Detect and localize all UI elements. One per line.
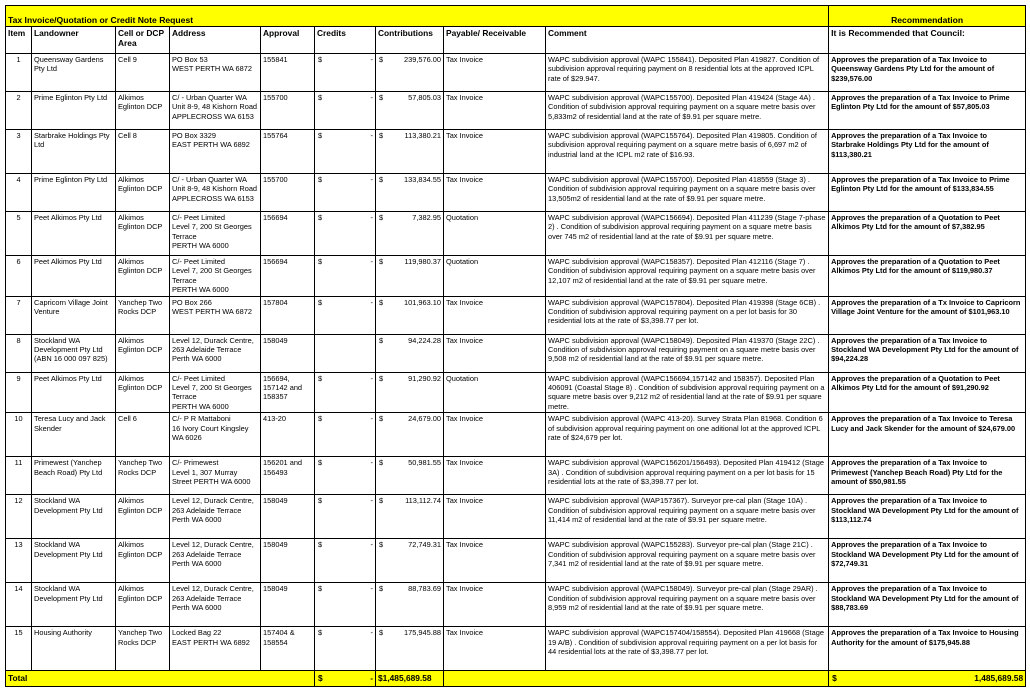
address: PO Box 53 WEST PERTH WA 6872 — [170, 54, 261, 92]
contributions-amount: 91,290.92 — [408, 373, 441, 383]
payable-type: Tax Invoice — [444, 130, 546, 174]
recommendation: Approves the preparation of a Quotation to Peet Alkimos Pty Ltd for the amount of $119,980.37 — [829, 256, 1026, 297]
credits-symbol: $ — [318, 628, 323, 638]
cell-area: Alkimos Eglinton DCP — [116, 583, 170, 627]
credits-amount: - — [370, 213, 373, 222]
contributions — [376, 413, 444, 457]
payable-type: Tax Invoice — [444, 174, 546, 212]
credits-symbol: $ — [318, 131, 323, 140]
comment: WAPC subdivision approval (WAPC158049). Deposited Plan 419370 (Stage 22C) . Condition of subdivision approval requiring payment on a square metre basis over 9,508 m2 of residential land at the rate of $9.91 per square metre. — [546, 334, 829, 372]
contributions-symbol: $ — [379, 335, 384, 345]
recommendation: Approves the preparation of a Tax Invoice to Stockland WA Development Pty Ltd for the amount of $72,749.31 — [829, 539, 1026, 583]
title-row — [6, 6, 1026, 27]
approval: 155700 — [261, 174, 315, 212]
address: C/ - Urban Quarter WA Unit 8-9, 48 Kishorn Road APPLECROSS WA 6153 — [170, 174, 261, 212]
address: C/- Peet Limited Level 7, 200 St Georges Terrace PERTH WA 6000 — [170, 372, 261, 413]
approval: 156694, 157142 and 158357 — [261, 372, 315, 413]
table-row — [6, 583, 1026, 627]
contributions-symbol: $ — [379, 540, 384, 550]
contributions-amount: 113,112.74 — [405, 496, 441, 506]
total-label: Total — [6, 671, 315, 687]
cell-area: Alkimos Eglinton DCP — [116, 495, 170, 539]
credits-symbol: $ — [318, 297, 323, 307]
credits-symbol: $ — [318, 93, 323, 102]
cell-area: Yanchep Two Rocks DCP — [116, 627, 170, 671]
contributions — [376, 296, 444, 334]
landowner: Prime Eglinton Pty Ltd — [32, 92, 116, 130]
credits — [315, 256, 376, 297]
contributions — [376, 256, 444, 297]
address: PO Box 266 WEST PERTH WA 6872 — [170, 296, 261, 334]
address: C/- P R Mattaboni 16 Ivory Court Kingsley WA 6026 — [170, 413, 261, 457]
header-cell: Cell or DCP Area — [116, 27, 170, 54]
contributions-symbol: $ — [379, 584, 384, 594]
credits — [315, 54, 376, 92]
contributions-symbol: $ — [379, 55, 384, 64]
item-number: 2 — [6, 92, 32, 130]
recommendation: Approves the preparation of a Tax Invoice to Starbrake Holdings Pty Ltd for the amount of $113,380.21 — [829, 130, 1026, 174]
table-row — [6, 372, 1026, 413]
landowner: Stockland WA Development Pty Ltd — [32, 539, 116, 583]
contributions-amount: 133,834.55 — [404, 175, 441, 184]
contributions — [376, 583, 444, 627]
contributions-amount: 88,783.69 — [408, 584, 441, 594]
contributions — [376, 627, 444, 671]
total-rec-symbol: $ — [832, 673, 837, 684]
table-row — [6, 174, 1026, 212]
credits-amount: - — [370, 55, 373, 64]
invoice-request-table — [5, 5, 1026, 687]
table-row — [6, 495, 1026, 539]
contributions-amount: 94,224.28 — [408, 335, 441, 345]
credits-symbol: $ — [318, 257, 323, 266]
credits-amount: - — [370, 257, 373, 266]
table-row — [6, 130, 1026, 174]
comment: WAPC subdivision approval (WAPC155764). Deposited Plan 419805. Condition of subdivision approval requiring payment on a square metre basis of 6,697 m2 of industrial land at the ICPL m2 rate of $16.93. — [546, 130, 829, 174]
credits-amount: - — [370, 628, 373, 638]
address: C/- Peet Limited Level 7, 200 St Georges Terrace PERTH WA 6000 — [170, 256, 261, 297]
contributions-symbol: $ — [379, 628, 384, 638]
cell-area: Yanchep Two Rocks DCP — [116, 457, 170, 495]
recommendation: Approves the preparation of a Tax Invoice to Prime Eglinton Pty Ltd for the amount of $133,834.55 — [829, 174, 1026, 212]
credits-amount: - — [370, 496, 373, 506]
credits-symbol: $ — [318, 55, 323, 64]
contributions-symbol: $ — [379, 93, 384, 102]
landowner: Peet Alkimos Pty Ltd — [32, 212, 116, 256]
contributions — [376, 372, 444, 413]
item-number: 4 — [6, 174, 32, 212]
recommendation: Approves the preparation of a Tax Invoice to Stockland WA Development Pty Ltd for the amount of $94,224.28 — [829, 334, 1026, 372]
address: Locked Bag 22 EAST PERTH WA 6892 — [170, 627, 261, 671]
comment: WAPC subdivision approval (WAPC158357). Deposited Plan 412116 (Stage 7) . Condition of subdivision approval requiring payment on a square metre basis over 12,107 m2 of residential land at the rate of $9.91 per square metre. — [546, 256, 829, 297]
landowner: Peet Alkimos Pty Ltd — [32, 256, 116, 297]
landowner: Peet Alkimos Pty Ltd — [32, 372, 116, 413]
recommendation: Approves the preparation of a Tx Invoice to Capricorn Village Joint Venture for the amount of $101,963.10 — [829, 296, 1026, 334]
table-row — [6, 54, 1026, 92]
approval: 158049 — [261, 495, 315, 539]
sheet-title: Tax Invoice/Quotation or Credit Note Request — [6, 6, 829, 27]
address: Level 12, Durack Centre, 263 Adelaide Terrace Perth WA 6000 — [170, 539, 261, 583]
cell-area: Alkimos Eglinton DCP — [116, 539, 170, 583]
cell-area: Cell 9 — [116, 54, 170, 92]
credits — [315, 539, 376, 583]
landowner: Stockland WA Development Pty Ltd — [32, 495, 116, 539]
table-row — [6, 296, 1026, 334]
item-number: 13 — [6, 539, 32, 583]
contributions-symbol: $ — [379, 131, 384, 140]
recommendation: Approves the preparation of a Tax Invoice to Stockland WA Development Pty Ltd for the amount of $113,112.74 — [829, 495, 1026, 539]
cell-area: Alkimos Eglinton DCP — [116, 174, 170, 212]
landowner: Primewest (Yanchep Beach Road) Pty Ltd — [32, 457, 116, 495]
credits — [315, 372, 376, 413]
credits-symbol: $ — [318, 175, 323, 184]
total-contributions: $1,485,689.58 — [376, 671, 444, 687]
address: Level 12, Durack Centre, 263 Adelaide Terrace Perth WA 6000 — [170, 334, 261, 372]
recommendation: Approves the preparation of a Tax Invoice to Prime Eglinton Pty Ltd for the amount of $57,805.03 — [829, 92, 1026, 130]
approval: 157804 — [261, 296, 315, 334]
approval: 158049 — [261, 539, 315, 583]
approval: 155764 — [261, 130, 315, 174]
credits-symbol: $ — [318, 414, 323, 424]
comment: WAPC subdivision approval (WAPC156201/156493). Deposited Plan 419412 (Stage 3A) . Condition of subdivision approval requiring payment on a per lot basis for 15 residential lots at the rate of $3,398.77 per lot. — [546, 457, 829, 495]
landowner: Capricorn Village Joint Venture — [32, 296, 116, 334]
contributions — [376, 92, 444, 130]
landowner: Teresa Lucy and Jack Skender — [32, 413, 116, 457]
payable-type: Tax Invoice — [444, 92, 546, 130]
credits-amount: - — [370, 540, 373, 550]
contributions-amount: 57,805.03 — [408, 93, 441, 102]
recommendation: Approves the preparation of a Tax Invoice to Primewest (Yanchep Beach Road) Pty Ltd for the amount of $50,981.55 — [829, 457, 1026, 495]
payable-type: Tax Invoice — [444, 583, 546, 627]
header-approval: Approval — [261, 27, 315, 54]
contributions — [376, 212, 444, 256]
item-number: 6 — [6, 256, 32, 297]
contributions-amount: 24,679.00 — [408, 414, 441, 424]
comment: WAPC subdivision approval (WAPC 155841). Deposited Plan 419827. Condition of subdivision approval requiring payment on 8 residential lots at the approved ICPL rate of $29.947. — [546, 54, 829, 92]
cell-area: Alkimos Eglinton DCP — [116, 212, 170, 256]
payable-type: Quotation — [444, 256, 546, 297]
item-number: 8 — [6, 334, 32, 372]
approval: 156694 — [261, 212, 315, 256]
payable-type: Quotation — [444, 212, 546, 256]
contributions-symbol: $ — [379, 496, 384, 506]
contributions — [376, 130, 444, 174]
landowner: Prime Eglinton Pty Ltd — [32, 174, 116, 212]
recommendation: Approves the preparation of a Tax Invoice to Queensway Gardens Pty Ltd for the amount of $239,576.00 — [829, 54, 1026, 92]
credits-amount: - — [370, 175, 373, 184]
header-landowner: Landowner — [32, 27, 116, 54]
header-contributions: Contributions — [376, 27, 444, 54]
recommendation: Approves the preparation of a Quotation to Peet Alkimos Pty Ltd for the amount of $7,382.95 — [829, 212, 1026, 256]
item-number: 14 — [6, 583, 32, 627]
credits — [315, 296, 376, 334]
contributions-amount: 113,380.21 — [404, 131, 441, 140]
table-row — [6, 256, 1026, 297]
total-credit-amount: - — [370, 673, 373, 684]
comment: WAPC subdivision approval (WAPC157404/158554). Deposited Plan 419668 (Stage 19 A/B) . Condition of subdivision approval requiring payment on a per lot basis for 44 residential lots at the rate of $3,398.77 per lot. — [546, 627, 829, 671]
comment: WAPC subdivision approval (WAPC 413-20). Survey Strata Plan 81968. Condition 6 of subdivision approval requiring payment on one aditional lot at the approved ICPL rate of $24,679 per lot. — [546, 413, 829, 457]
cell-area: Alkimos Eglinton DCP — [116, 372, 170, 413]
approval: 155841 — [261, 54, 315, 92]
credits — [315, 495, 376, 539]
credits-amount: - — [370, 584, 373, 594]
credits-symbol: $ — [318, 458, 323, 468]
spreadsheet — [5, 5, 1025, 687]
address: C/ - Urban Quarter WA Unit 8-9, 48 Kishorn Road APPLECROSS WA 6153 — [170, 92, 261, 130]
credits — [315, 334, 376, 372]
item-number: 1 — [6, 54, 32, 92]
table-row — [6, 539, 1026, 583]
contributions — [376, 539, 444, 583]
credits-amount: - — [370, 131, 373, 140]
credits — [315, 457, 376, 495]
credits-symbol: $ — [318, 373, 323, 383]
contributions-symbol: $ — [379, 373, 384, 383]
item-number: 5 — [6, 212, 32, 256]
item-number: 7 — [6, 296, 32, 334]
credits — [315, 174, 376, 212]
approval: 156201 and 156493 — [261, 457, 315, 495]
contributions-amount: 72,749.31 — [408, 540, 441, 550]
credits — [315, 212, 376, 256]
item-number: 9 — [6, 372, 32, 413]
item-number: 10 — [6, 413, 32, 457]
credits-amount: - — [370, 297, 373, 307]
credits — [315, 92, 376, 130]
recommendation: Approves the preparation of a Tax Invoice to Housing Authority for the amount of $175,945.88 — [829, 627, 1026, 671]
contributions — [376, 174, 444, 212]
approval: 157404 & 158554 — [261, 627, 315, 671]
landowner: Queensway Gardens Pty Ltd — [32, 54, 116, 92]
payable-type: Tax Invoice — [444, 334, 546, 372]
contributions — [376, 54, 444, 92]
approval: 158049 — [261, 583, 315, 627]
credits — [315, 627, 376, 671]
credits-symbol: $ — [318, 584, 323, 594]
comment: WAPC subdivision approval (WAPC155700). Deposited Plan 419424 (Stage 4A) . Condition of subdivision approval requiring payment on a square metre basis over 5,833m2 of residential land at the rate of $9.91 per square metre. — [546, 92, 829, 130]
payable-type: Tax Invoice — [444, 413, 546, 457]
contributions-symbol: $ — [379, 458, 384, 468]
item-number: 12 — [6, 495, 32, 539]
header-comment: Comment — [546, 27, 829, 54]
total-recommendation — [829, 671, 1026, 687]
credits-amount: - — [370, 93, 373, 102]
approval: 155700 — [261, 92, 315, 130]
cell-area: Alkimos Eglinton DCP — [116, 334, 170, 372]
credits-symbol: $ — [318, 496, 323, 506]
landowner: Starbrake Holdings Pty Ltd — [32, 130, 116, 174]
address: C/- Peet Limited Level 7, 200 St Georges Terrace PERTH WA 6000 — [170, 212, 261, 256]
cell-area: Alkimos Eglinton DCP — [116, 256, 170, 297]
contributions-symbol: $ — [379, 213, 384, 222]
landowner: Housing Authority — [32, 627, 116, 671]
contributions-amount: 50,981.55 — [408, 458, 441, 468]
credits — [315, 130, 376, 174]
contributions-amount: 7,382.95 — [412, 213, 441, 222]
credits-symbol: $ — [318, 540, 323, 550]
contributions-symbol: $ — [379, 257, 384, 266]
header-credits: Credits — [315, 27, 376, 54]
payable-type: Tax Invoice — [444, 495, 546, 539]
recommendation: Approves the preparation of a Quotation to Peet Alkimos Pty Ltd for the amount of $91,290.92 — [829, 372, 1026, 413]
cell-area: Cell 6 — [116, 413, 170, 457]
table-row — [6, 212, 1026, 256]
address: Level 12, Durack Centre, 263 Adelaide Terrace Perth WA 6000 — [170, 583, 261, 627]
landowner: Stockland WA Development Pty Ltd (ABN 16 000 097 825) — [32, 334, 116, 372]
landowner: Stockland WA Development Pty Ltd — [32, 583, 116, 627]
approval: 158049 — [261, 334, 315, 372]
contributions-amount: 101,963.10 — [404, 297, 441, 307]
header-address: Address — [170, 27, 261, 54]
credits — [315, 583, 376, 627]
contributions — [376, 457, 444, 495]
credits-amount: - — [370, 373, 373, 383]
item-number: 11 — [6, 457, 32, 495]
contributions-amount: 239,576.00 — [404, 55, 441, 64]
contributions-amount: 175,945.88 — [404, 628, 441, 638]
payable-type: Tax Invoice — [444, 296, 546, 334]
table-row — [6, 92, 1026, 130]
payable-type: Tax Invoice — [444, 54, 546, 92]
comment: WAPC subdivision approval (WAPC156694). Deposited Plan 411239 (Stage 7-phase 2) . Condition of subdivision approval requiring payment on a square metre basis over 745 m2 of residential land at the rate of $9.91 per square metre. — [546, 212, 829, 256]
total-rec-amount: 1,485,689.58 — [974, 673, 1024, 684]
credits-amount: - — [370, 414, 373, 424]
total-row — [6, 671, 1026, 687]
address: Level 12, Durack Centre, 263 Adelaide Terrace Perth WA 6000 — [170, 495, 261, 539]
contributions-amount: 119,980.37 — [404, 257, 441, 266]
table-row — [6, 627, 1026, 671]
recommendation: Approves the preparation of a Tax Invoice to Stockland WA Development Pty Ltd for the amount of $88,783.69 — [829, 583, 1026, 627]
item-number: 15 — [6, 627, 32, 671]
credits — [315, 413, 376, 457]
table-row — [6, 457, 1026, 495]
comment: WAPC subdivision approval (WAP157367). Surveyor pre-cal plan (Stage 10A) . Condition of subdivision approval requiring payment on a square metre basis over 11,414 m2 of residential land at the rate of $9.91 per square metre. — [546, 495, 829, 539]
comment: WAPC subdivision approval (WAPC158049). Surveyor pre-cal plan (Stage 29AR) . Condition of subdivision approval requiring payment on a square metre basis over 8,959 m2 of residential land at the rate of $9.91 per square metre. — [546, 583, 829, 627]
comment: WAPC subdivision approval (WAPC155700). Deposited Plan 418559 (Stage 3) . Condition of subdivision approval requiring payment on a square metre basis over 13,505m2 of residential land at the rate of $9.91 per square metre. — [546, 174, 829, 212]
contributions-symbol: $ — [379, 297, 384, 307]
credits-amount: - — [370, 458, 373, 468]
header-payable: Payable/ Receivable — [444, 27, 546, 54]
comment: WAPC subdivision approval (WAPC156694,157142 and 158357). Deposited Plan 406091 (Coastal Stage 8) . Condition of subdivision approval requiring payment on a square metre basis over 9,212 m2 of residential land at the rate of $9.91 per square metre. — [546, 372, 829, 413]
comment: WAPC subdivision approval (WAPC155283). Surveyor pre-cal plan (Stage 21C) . Condition of subdivision approval requiring payment on a square metre basis over 7,341 m2 of residential land at the rate of $9.91 per square metre. — [546, 539, 829, 583]
payable-type: Tax Invoice — [444, 457, 546, 495]
payable-type: Tax Invoice — [444, 539, 546, 583]
total-credits — [315, 671, 376, 687]
cell-area: Cell 8 — [116, 130, 170, 174]
recommendation-title: Recommendation — [829, 6, 1026, 27]
contributions — [376, 334, 444, 372]
payable-type: Tax Invoice — [444, 627, 546, 671]
address: PO Box 3329 EAST PERTH WA 6892 — [170, 130, 261, 174]
contributions — [376, 495, 444, 539]
contributions-symbol: $ — [379, 414, 384, 424]
cell-area: Yanchep Two Rocks DCP — [116, 296, 170, 334]
header-item: Item — [6, 27, 32, 54]
header-recommendation: It is Recommended that Council: — [829, 27, 1026, 54]
recommendation: Approves the preparation of a Tax Invoice to Teresa Lucy and Jack Skender for the amount of $24,679.00 — [829, 413, 1026, 457]
header-row — [6, 27, 1026, 54]
total-credit-symbol: $ — [318, 673, 323, 684]
cell-area: Alkimos Eglinton DCP — [116, 92, 170, 130]
contributions-symbol: $ — [379, 175, 384, 184]
table-row — [6, 334, 1026, 372]
payable-type: Quotation — [444, 372, 546, 413]
item-number: 3 — [6, 130, 32, 174]
comment: WAPC subdivision approval (WAPC157804). Deposited Plan 419398 (Stage 6CB) . Condition of subdivision approval requiring payment on a per lot basis for 30 residential lots at the rate of $3,398.77 per lot. — [546, 296, 829, 334]
approval: 156694 — [261, 256, 315, 297]
credits-symbol: $ — [318, 213, 323, 222]
approval: 413-20 — [261, 413, 315, 457]
total-spacer — [444, 671, 829, 687]
address: C/- Primewest Level 1, 307 Murray Street PERTH WA 6000 — [170, 457, 261, 495]
table-row — [6, 413, 1026, 457]
